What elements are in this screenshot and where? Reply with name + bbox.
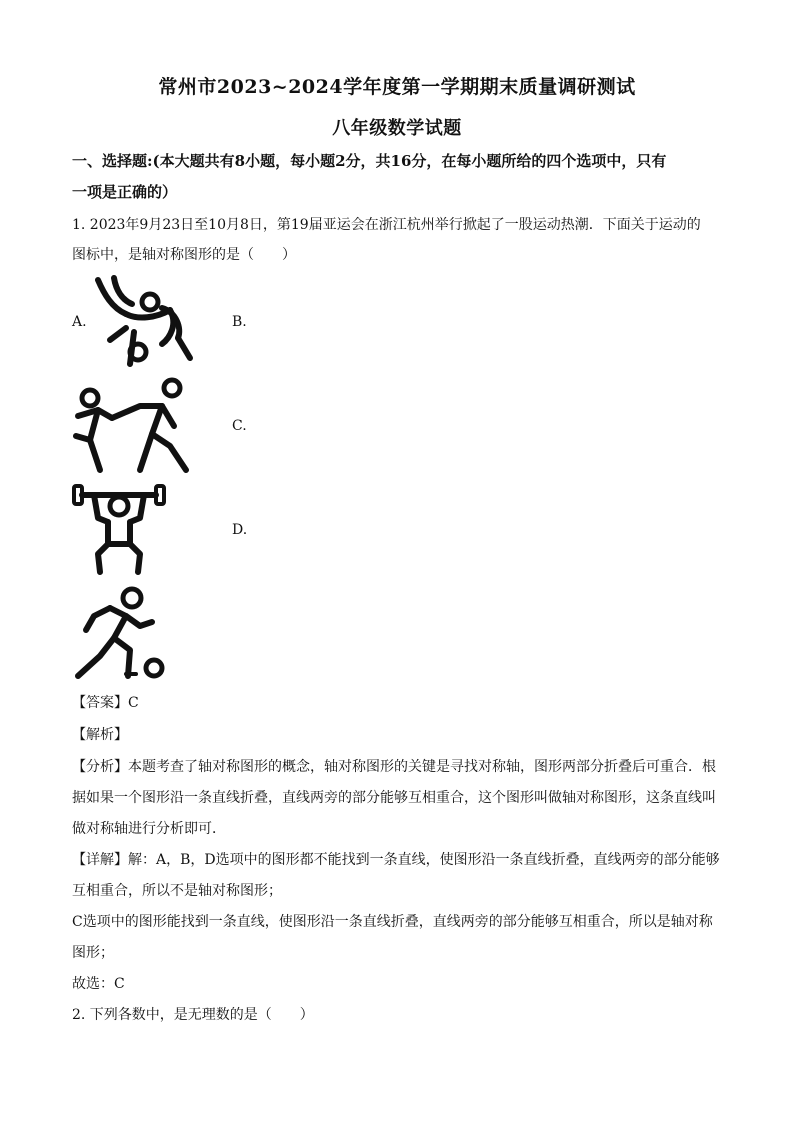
fenxi-paragraph-cont: 据如果一个图形沿一条直线折叠，直线两旁的部分能够互相重合，这个图形叫做轴对称图形，这条直线叫 bbox=[72, 790, 716, 806]
section-heading: 一、选择题:(本大题共有8小题，每小题2分，共16分，在每小题所给的四个选项中，只有 bbox=[72, 152, 667, 170]
option-b-label: B. bbox=[232, 314, 247, 330]
question-2-text: 2. 下列各数中，是无理数的是（ ） bbox=[72, 1007, 314, 1023]
fenxi-paragraph: 【分析】本题考查了轴对称图形的概念，轴对称图形的关键是寻找对称轴，图形两部分折叠后可重合．根 bbox=[72, 759, 716, 775]
question-1-text-cont: 图标中，是轴对称图形的是（ ） bbox=[72, 247, 296, 263]
conclusion-line: 故选：C bbox=[72, 976, 125, 992]
wrestling-icon bbox=[90, 272, 196, 368]
xiangjie-paragraph-cont: 互相重合，所以不是轴对称图形； bbox=[72, 883, 282, 899]
xiangjie-paragraph: 【详解】解：A，B，D选项中的图形都不能找到一条直线，使图形沿一条直线折叠，直线两旁的部分能够 bbox=[72, 852, 720, 868]
football-icon bbox=[70, 586, 166, 682]
section-heading-cont: 一项是正确的） bbox=[72, 183, 178, 201]
question-1-text: 1. 2023年9月23日至10月8日，第19届亚运会在浙江杭州举行掀起了一股运动热潮．下面关于运动的 bbox=[72, 217, 701, 233]
exam-subtitle: 八年级数学试题 bbox=[332, 118, 462, 139]
option-a-label: A. bbox=[72, 314, 87, 330]
exam-title: 常州市2023~2024学年度第一学期期末质量调研测试 bbox=[158, 76, 636, 98]
option-c-label: C. bbox=[232, 418, 247, 434]
option-d-label: D. bbox=[232, 522, 248, 538]
xiangjie-paragraph-c-end: 图形； bbox=[72, 945, 114, 961]
xiangjie-paragraph-c: C选项中的图形能找到一条直线，使图形沿一条直线折叠，直线两旁的部分能够互相重合，所以是轴对称 bbox=[72, 914, 713, 930]
weightlifting-icon bbox=[70, 482, 168, 576]
answer-line: 【答案】C bbox=[72, 695, 139, 711]
analysis-heading: 【解析】 bbox=[72, 727, 128, 743]
karate-icon bbox=[70, 376, 194, 474]
fenxi-paragraph-end: 做对称轴进行分析即可． bbox=[72, 821, 226, 837]
